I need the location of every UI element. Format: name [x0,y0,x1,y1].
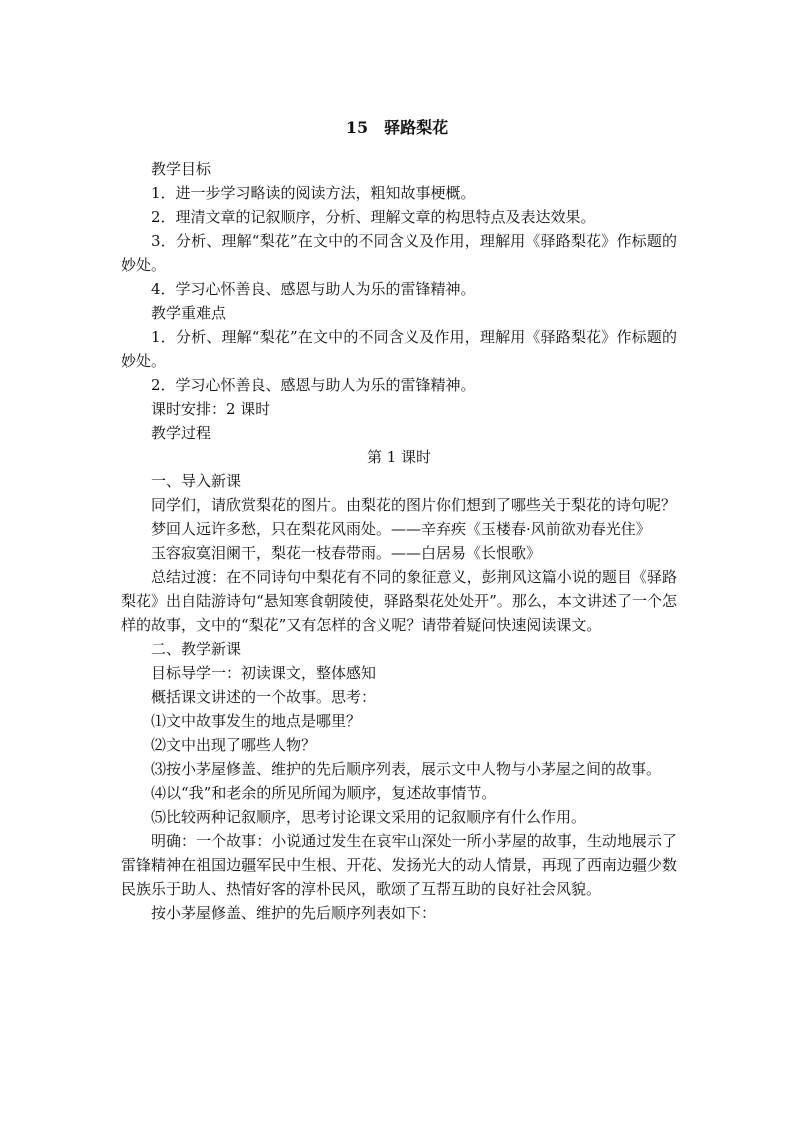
summary-prompt: 概括课文讲述的一个故事。思考： [151,688,377,706]
heading-introduction: 一、导入新课 [151,472,242,490]
transition-paragraph: 总结过渡：在不同诗句中梨花有不同的象征意义，彭荆风这篇小说的题目《驿路梨花》出自陆游诗句“悬知寒食朝陵使，驿路梨花处处开”。那么，本文讲述了一个怎样的故事，文中的“梨花”又有怎样的含义呢？请带着疑问快速阅读课文。 [121,568,677,634]
difficulty-item-2: 2．学习心怀善良、感恩与助人为乐的雷锋精神。 [151,376,476,394]
question-5: ⑸比较两种记叙顺序，思考讨论课文采用的记叙顺序有什么作用。 [151,808,587,826]
heading-key-difficulties: 教学重难点 [151,304,227,322]
question-1: ⑴文中故事发生的地点是哪里？ [151,712,362,730]
table-intro: 按小茅屋修盖、维护的先后顺序列表如下： [151,904,437,922]
heading-new-lesson: 二、教学新课 [151,640,242,658]
clarification-paragraph: 明确：一个故事：小说通过发生在哀牢山深处一所小茅屋的故事，生动地展示了雷锋精神在祖国边疆军民中生根、开花、发扬光大的动人情景，再现了西南边疆少数民族乐于助人、热情好客的淳朴民风，歌颂了互帮互助的良好社会风貌。 [121,832,677,898]
heading-teaching-process: 教学过程 [151,424,212,442]
goal-guide-1: 目标导学一：初读课文，整体感知 [151,664,377,682]
goal-item-2: 2．理清文章的记叙顺序，分析、理解文章的构思特点及表达效果。 [151,208,596,226]
intro-paragraph: 同学们，请欣赏梨花的图片。由梨花的图片你们想到了哪些关于梨花的诗句呢？ [151,496,677,514]
question-4: ⑷以“我”和老余的所见所闻为顺序，复述故事情节。 [151,784,497,802]
question-2: ⑵文中出现了哪些人物？ [151,736,317,754]
document-body [121,157,677,925]
section-heading-lesson-1: 第 1 课时 [366,448,432,466]
goal-item-3: 3．分析、理解“梨花”在文中的不同含义及作用，理解用《驿路梨花》作标题的妙处。 [121,232,677,274]
goal-item-4: 4．学习心怀善良、感恩与助人为乐的雷锋精神。 [151,280,476,298]
question-3: ⑶按小茅屋修盖、维护的先后顺序列表，展示文中人物与小茅屋之间的故事。 [151,760,662,778]
poem-quote-2: 玉容寂寞泪阑干，梨花一枝春带雨。——白居易《长恨歌》 [151,544,542,562]
poem-quote-1: 梦回人远许多愁，只在梨花风雨处。——辛弃疾《玉楼春·风前欲劝春光住》 [151,520,651,538]
difficulty-item-1: 1．分析、理解“梨花”在文中的不同含义及作用，理解用《驿路梨花》作标题的妙处。 [121,328,677,370]
goal-item-1: 1．进一步学习略读的阅读方法，粗知故事梗概。 [151,184,476,202]
heading-teaching-goals: 教学目标 [151,160,212,178]
class-hours: 课时安排：2 课时 [151,400,271,418]
document-title: 15 驿路梨花 [345,118,449,137]
